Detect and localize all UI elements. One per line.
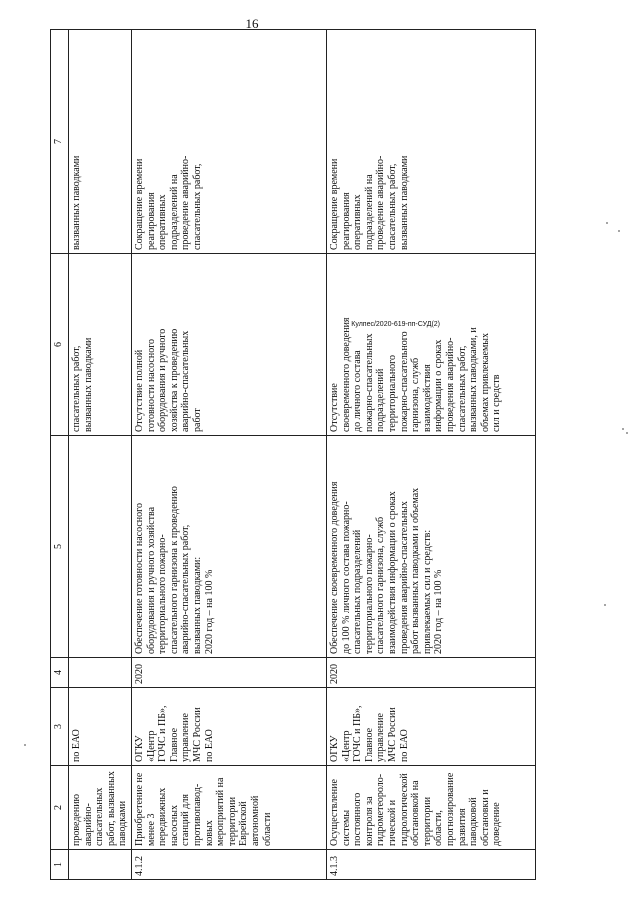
document-footer-code: Кулпес/2020-619-пп-СУД(2) (351, 321, 440, 328)
risk-cell: спасательных работ, вызванных паводками (69, 254, 132, 436)
header-cell: 3 (51, 688, 69, 766)
result-cell: вызванных паводками (69, 30, 132, 254)
table-row (327, 30, 536, 880)
header-cell: 6 (51, 254, 69, 436)
program-measures-table (50, 29, 536, 880)
header-cell: 2 (51, 766, 69, 850)
page-number: 16 (245, 16, 259, 31)
indicator-cell: Обеспечение своевременного доведения до 100 % личного состава пожарно- спасательных подразделений территориального пожарно- спасательного гарнизона, служб взаимодействия информации о сроках проведения аварийно-спасательных работ вызванных паводками и объемах привлекаемых сил и средств: 2020 год – на 100 % (327, 436, 536, 658)
header-cell: 1 (51, 850, 69, 880)
scan-speck (606, 222, 608, 224)
measure-name-cell: проведению аварийно- спасательных работ, вызванных паводками (69, 766, 132, 850)
scan-speck (24, 744, 26, 746)
rotated-page-content (50, 30, 560, 880)
scan-speck (604, 604, 606, 606)
risk-cell: Отсутствие своевременного доведения до личного состава пожарно-спасательных подразделений территориального пожарно-спасательного гарнизона, служб взаимодействия информации о сроках проведения аварийно- спасательных работ, вызванных паводками, и объемах привлекаемых сил и средств (327, 254, 536, 436)
measure-name-cell: Приобретение не менее 3 передвижных насосных станций для противопавод- ковых мероприятий на территории Еврейской автономной области (132, 766, 327, 850)
header-cell: 5 (51, 436, 69, 658)
header-cell: 4 (51, 658, 69, 688)
year-cell: 2020 (327, 658, 536, 688)
row-number-cell: 4.1.3 (327, 850, 536, 880)
indicator-cell (69, 436, 132, 658)
executor-cell: ОГКУ «Центр ГОЧС и ПБ», Главное управление МЧС России по ЕАО (327, 688, 536, 766)
result-cell: Сокращение времени реагирования оперативных подразделений на проведение аварийно- спасательных работ, (132, 30, 327, 254)
year-cell (69, 658, 132, 688)
table-header-row (51, 30, 69, 880)
measure-name-cell: Осуществление системы постоянного контроля за гидрометеороло- гической и гидрологической обстановкой на территории области, прогнозирование развития паводковой обстановки и доведение (327, 766, 536, 850)
scan-speck (626, 432, 628, 434)
year-cell: 2020 (132, 658, 327, 688)
risk-cell: Отсутствие полной готовности насосного оборудования и ручного хозяйства к проведению аварийно-спасательных работ (132, 254, 327, 436)
scan-speck (622, 428, 624, 430)
row-number-cell (69, 850, 132, 880)
executor-cell: по ЕАО (69, 688, 132, 766)
table-row (132, 30, 327, 880)
result-cell: Сокращение времени реагирования оперативных подразделений на проведение аварийно- спасательных работ, вызванных паводками (327, 30, 536, 254)
header-cell: 7 (51, 30, 69, 254)
scan-speck (618, 230, 620, 232)
table-row (69, 30, 132, 880)
executor-cell: ОГКУ «Центр ГОЧС и ПБ», Главное управление МЧС России по ЕАО (132, 688, 327, 766)
indicator-cell: Обеспечение готовности насосного оборудования и ручного хозяйства территориального пожарно- спасательного гарнизона к проведению аварийно-спасательных работ, вызванных паводками: 2020 год – на 100 % (132, 436, 327, 658)
row-number-cell: 4.1.2 (132, 850, 327, 880)
